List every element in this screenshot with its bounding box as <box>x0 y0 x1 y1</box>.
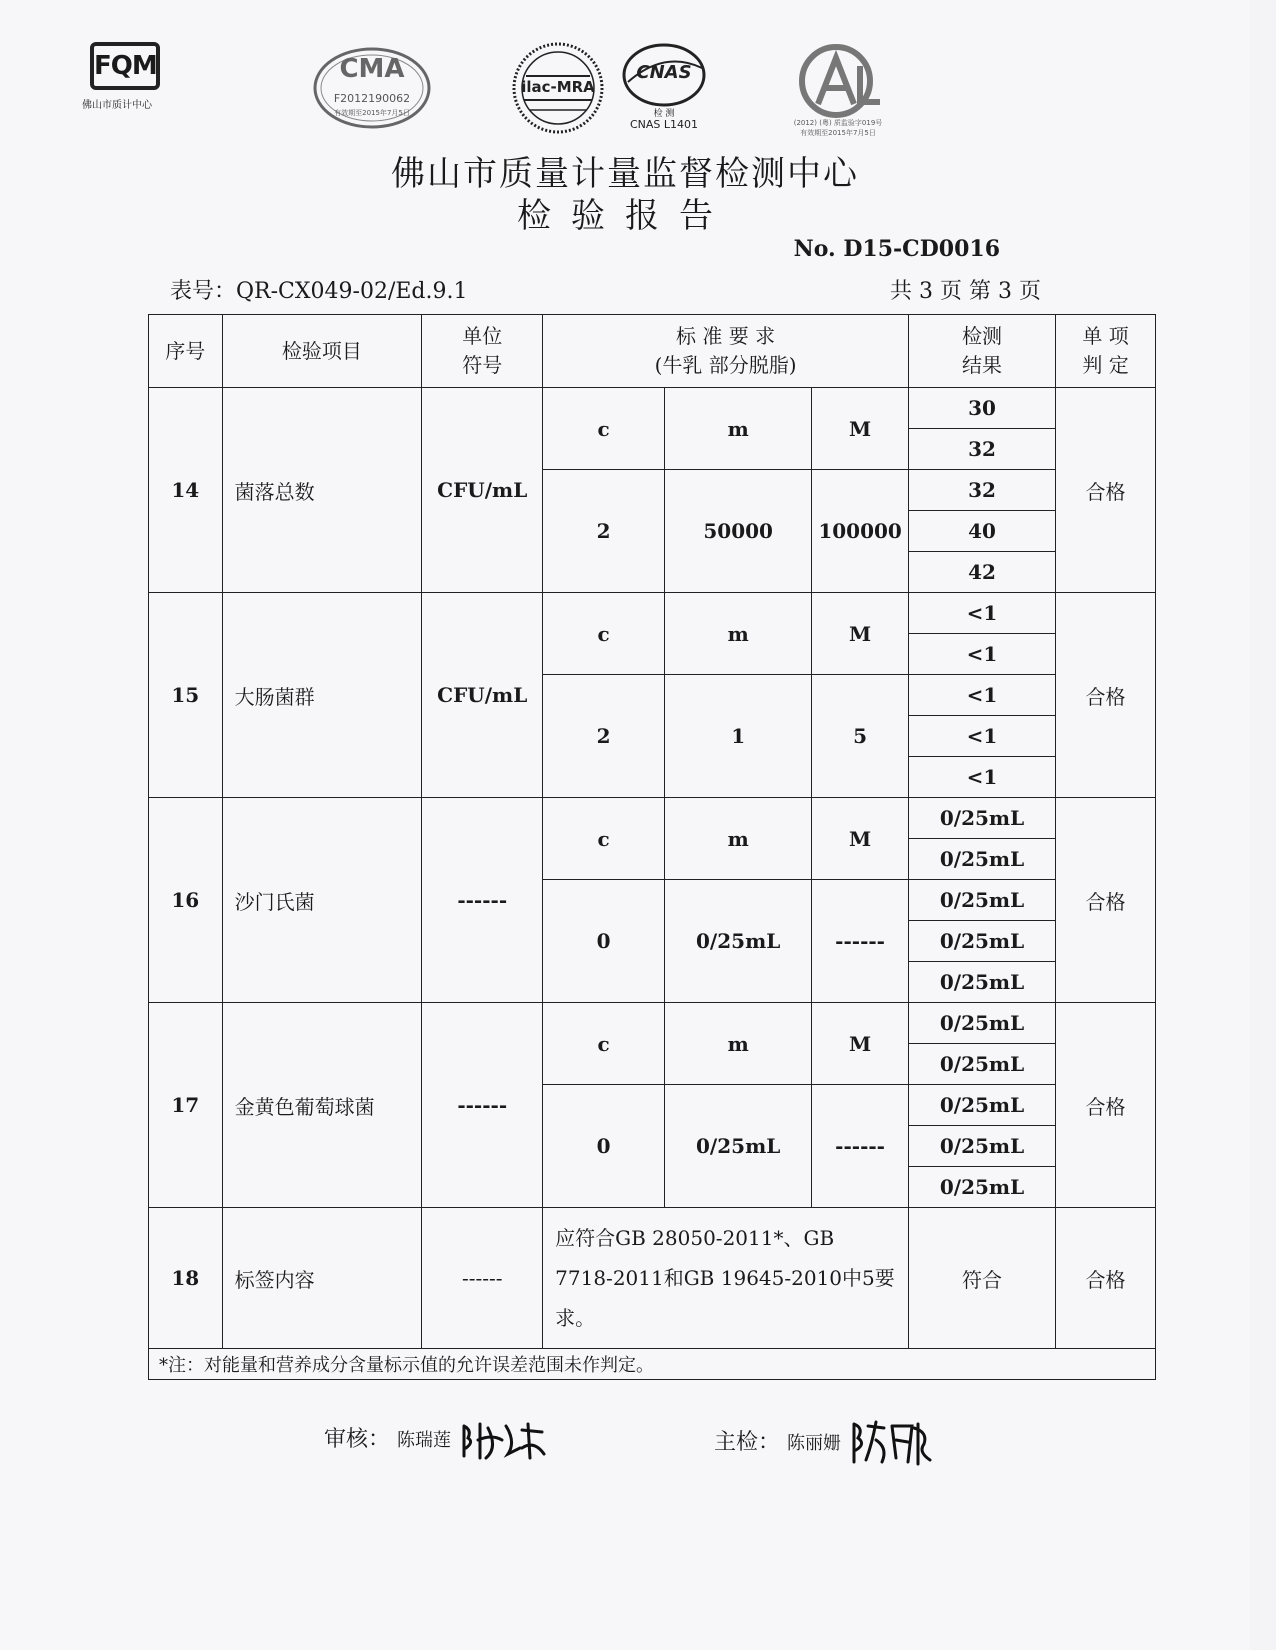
table-header-row <box>149 315 1156 388</box>
sampling-plan-value-2: 1 <box>665 675 812 798</box>
result-value: <1 <box>908 757 1055 798</box>
fqm-caption: 佛山市质计中心 <box>82 100 152 111</box>
result-value: 42 <box>908 552 1055 593</box>
row-item: 标签内容 <box>222 1208 422 1349</box>
row-item: 菌落总数 <box>222 388 422 593</box>
result-value: 30 <box>908 388 1055 429</box>
inspector-signature-block <box>714 1418 934 1468</box>
row-unit: ------ <box>422 1208 543 1349</box>
form-number: 表号：QR-CX049-02/Ed.9.1 <box>170 279 468 304</box>
result-value: 0/25mL <box>908 1044 1055 1085</box>
row-result: 符合 <box>908 1208 1055 1349</box>
cma-number: F2012190062 <box>333 92 411 105</box>
row-seq: 14 <box>149 388 223 593</box>
sampling-plan-value-2: 50000 <box>665 470 812 593</box>
sampling-plan-value-1: 0 <box>543 880 665 1003</box>
sampling-plan-header-m: m <box>665 798 812 880</box>
row-judgement: 合格 <box>1056 593 1156 798</box>
sampling-plan-value-3: 100000 <box>812 470 909 593</box>
cma-validity: 有效期至2015年7月5日 <box>334 109 410 117</box>
row-judgement: 合格 <box>1056 1003 1156 1208</box>
sampling-plan-header-m-max: M <box>812 798 909 880</box>
result-value: 40 <box>908 511 1055 552</box>
sampling-plan-value-3: 5 <box>812 675 909 798</box>
row-item: 金黄色葡萄球菌 <box>222 1003 422 1208</box>
organization-title: 佛山市质量计量监督检测中心 <box>391 154 859 194</box>
sampling-plan-header-m: m <box>665 593 812 675</box>
row-unit: CFU/mL <box>422 593 543 798</box>
page-count: 共 3 页 第 3 页 <box>890 279 1041 304</box>
result-value: 0/25mL <box>908 798 1055 839</box>
ilac-mra-seal <box>510 40 606 136</box>
table-row-17 <box>149 1003 1156 1044</box>
header-seq: 序号 <box>149 315 223 388</box>
cnas-logo-text: CNAS <box>636 62 692 83</box>
header-judgement: 单 项 判 定 <box>1056 315 1156 388</box>
header-unit: 单位 符号 <box>422 315 543 388</box>
result-value: 32 <box>908 429 1055 470</box>
cal-seal-icon <box>788 44 898 118</box>
header-item: 检验项目 <box>222 315 422 388</box>
sampling-plan-header-m-max: M <box>812 1003 909 1085</box>
result-value: 0/25mL <box>908 1126 1055 1167</box>
cnas-number: CNAS L1401 <box>629 118 699 131</box>
result-value: 0/25mL <box>908 880 1055 921</box>
reviewer-handwritten-signature <box>458 1418 548 1462</box>
row-seq: 17 <box>149 1003 223 1208</box>
table-row-16 <box>149 798 1156 839</box>
sampling-plan-header-c: c <box>543 1003 665 1085</box>
row-item: 大肠菌群 <box>222 593 422 798</box>
cal-line-2: 有效期至2015年7月5日 <box>800 129 876 137</box>
row-standard: 应符合GB 28050-2011*、GB 7718-2011和GB 19645-2010中5要求。 <box>543 1208 909 1349</box>
result-value: <1 <box>908 675 1055 716</box>
sampling-plan-value-1: 2 <box>543 675 665 798</box>
cal-line-1: (2012) (粤) 质监验字019号 <box>793 119 883 127</box>
row-judgement: 合格 <box>1056 798 1156 1003</box>
result-value: 32 <box>908 470 1055 511</box>
cnas-sub: 检 测 <box>653 109 675 119</box>
reviewer-label: 审核： <box>324 1427 391 1452</box>
sampling-plan-header-c: c <box>543 388 665 470</box>
sampling-plan-value-1: 0 <box>543 1085 665 1208</box>
row-seq: 16 <box>149 798 223 1003</box>
report-number: No. D15-CD0016 <box>793 236 1000 262</box>
result-value: <1 <box>908 716 1055 757</box>
reviewer-name: 陈瑞莲 <box>397 1430 452 1451</box>
result-value: 0/25mL <box>908 1167 1055 1208</box>
inspector-handwritten-signature <box>848 1418 934 1468</box>
sampling-plan-header-m: m <box>665 388 812 470</box>
table-row-15 <box>149 593 1156 634</box>
sampling-plan-header-m-max: M <box>812 388 909 470</box>
header-result: 检测 结果 <box>908 315 1055 388</box>
inspector-name: 陈丽姗 <box>787 1433 842 1454</box>
sampling-plan-header-m-max: M <box>812 593 909 675</box>
result-value: 0/25mL <box>908 921 1055 962</box>
cal-seal <box>788 44 898 140</box>
row-judgement: 合格 <box>1056 388 1156 593</box>
sampling-plan-header-m: m <box>665 1003 812 1085</box>
row-unit: ------ <box>422 1003 543 1208</box>
header-standard: 标 准 要 求 (牛乳 部分脱脂) <box>543 315 909 388</box>
result-value: 0/25mL <box>908 839 1055 880</box>
fqm-logo <box>82 42 160 111</box>
result-value: <1 <box>908 634 1055 675</box>
sampling-plan-header-c: c <box>543 593 665 675</box>
row-judgement: 合格 <box>1056 1208 1156 1349</box>
ilac-logo-text: ilac-MRA <box>521 78 595 96</box>
sampling-plan-value-3: ------ <box>812 1085 909 1208</box>
table-note: *注：对能量和营养成分含量标示值的允许误差范围未作判定。 <box>149 1349 1156 1380</box>
inspection-table <box>148 314 1156 1380</box>
sampling-plan-value-2: 0/25mL <box>665 880 812 1003</box>
sampling-plan-header-c: c <box>543 798 665 880</box>
row-unit: ------ <box>422 798 543 1003</box>
row-seq: 18 <box>149 1208 223 1349</box>
reviewer-signature-block <box>324 1418 548 1462</box>
table-row-18 <box>149 1208 1156 1349</box>
table-row-14 <box>149 388 1156 429</box>
document-title: 检验报告 <box>517 196 733 236</box>
row-item: 沙门氏菌 <box>222 798 422 1003</box>
row-seq: 15 <box>149 593 223 798</box>
inspector-label: 主检： <box>714 1430 781 1455</box>
result-value: 0/25mL <box>908 962 1055 1003</box>
note-row <box>149 1349 1156 1380</box>
result-value: 0/25mL <box>908 1003 1055 1044</box>
cma-seal <box>312 46 432 130</box>
sampling-plan-value-3: ------ <box>812 880 909 1003</box>
sampling-plan-value-1: 2 <box>543 470 665 593</box>
cnas-seal <box>618 42 710 134</box>
sampling-plan-value-2: 0/25mL <box>665 1085 812 1208</box>
result-value: 0/25mL <box>908 1085 1055 1126</box>
fqm-logo-mark: FQM <box>90 42 160 90</box>
row-unit: CFU/mL <box>422 388 543 593</box>
result-value: <1 <box>908 593 1055 634</box>
cma-logo-text: CMA <box>339 54 405 84</box>
